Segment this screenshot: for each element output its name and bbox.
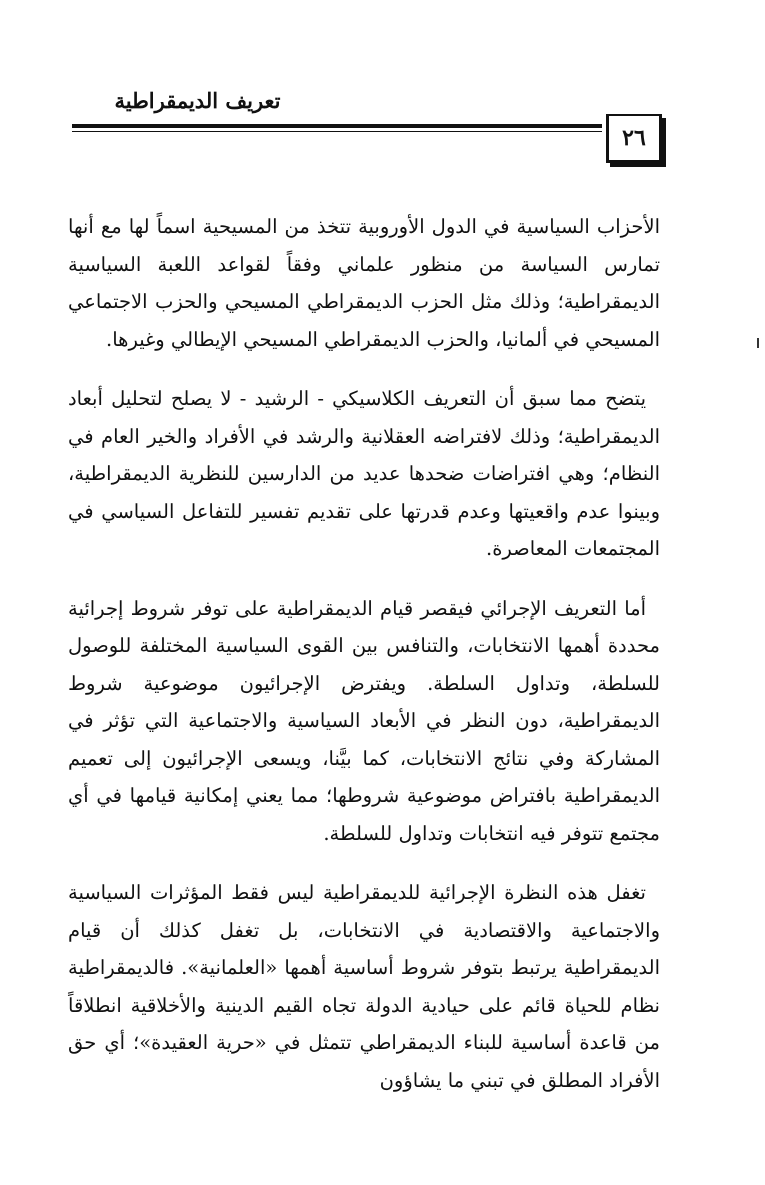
- header-rule-thick: [72, 124, 602, 128]
- margin-mark: [757, 338, 759, 348]
- page-number: ٢٦: [606, 114, 662, 163]
- paragraph: أما التعريف الإجرائي فيقصر قيام الديمقراطية على توفر شروط إجرائية محددة أهمها الانتخابات، والتنافس بين القوى السياسية المختلفة للوصول للسلطة، وتداول السلطة. ويفترض الإجرائيون موضوعية شروط الديمقراطية، دون النظر في الأبعاد السياسية والاجتماعية التي تؤثر في المشاركة وفي نتائج الانتخابات، كما بيَّنا، ويسعى الإجرائيون إلى تعميم الديمقراطية بافتراض موضوعية شروطها؛ مما يعني إمكانية قيامها في أي مجتمع تتوفر فيه انتخابات وتداول للسلطة.: [68, 596, 660, 845]
- header-rule-thin: [72, 131, 602, 132]
- paragraph: يتضح مما سبق أن التعريف الكلاسيكي - الرشيد - لا يصلح لتحليل أبعاد الديمقراطية؛ وذلك لافتراضه العقلانية والرشد في الأفراد والخير العام في النظام؛ وهي افتراضات ضحدها عديد من الدارسين للنظرية الديمقراطية، وبينوا عدم واقعيتها وعدم قدرتها على تقديم تفسير للتفاعل السياسي في المجتمعات المعاصرة.: [68, 387, 660, 560]
- paragraph: تغفل هذه النظرة الإجرائية للديمقراطية ليس فقط المؤثرات السياسية والاجتماعية والاقتصادية في الانتخابات، بل تغفل كذلك أن قيام الديمقراطية يرتبط بتوفر شروط أساسية أهمها «العلمانية». فالديمقراطية نظام للحياة قائم على حيادية الدولة تجاه القيم الدينية والأخلاقية انطلاقاً من قاعدة أساسية للبناء الديمقراطي تتمثل في «حرية العقيدة»؛ أي حق الأفراد المطلق في تبني ما يشاؤون: [68, 881, 660, 1092]
- body-text: [68, 208, 660, 1121]
- running-title: تعريف الديمقراطية: [114, 88, 281, 113]
- paragraph: الأحزاب السياسية في الدول الأوروبية تتخذ من المسيحية اسماً لها مع أنها تمارس السياسة من منظور علماني وفقاً لقواعد اللعبة السياسية الديمقراطية؛ وذلك مثل الحزب الديمقراطي المسيحي والحزب الاجتماعي المسيحي في ألمانيا، والحزب الديمقراطي المسيحي الإيطالي وغيرها.: [68, 215, 660, 351]
- page-header: [0, 0, 765, 175]
